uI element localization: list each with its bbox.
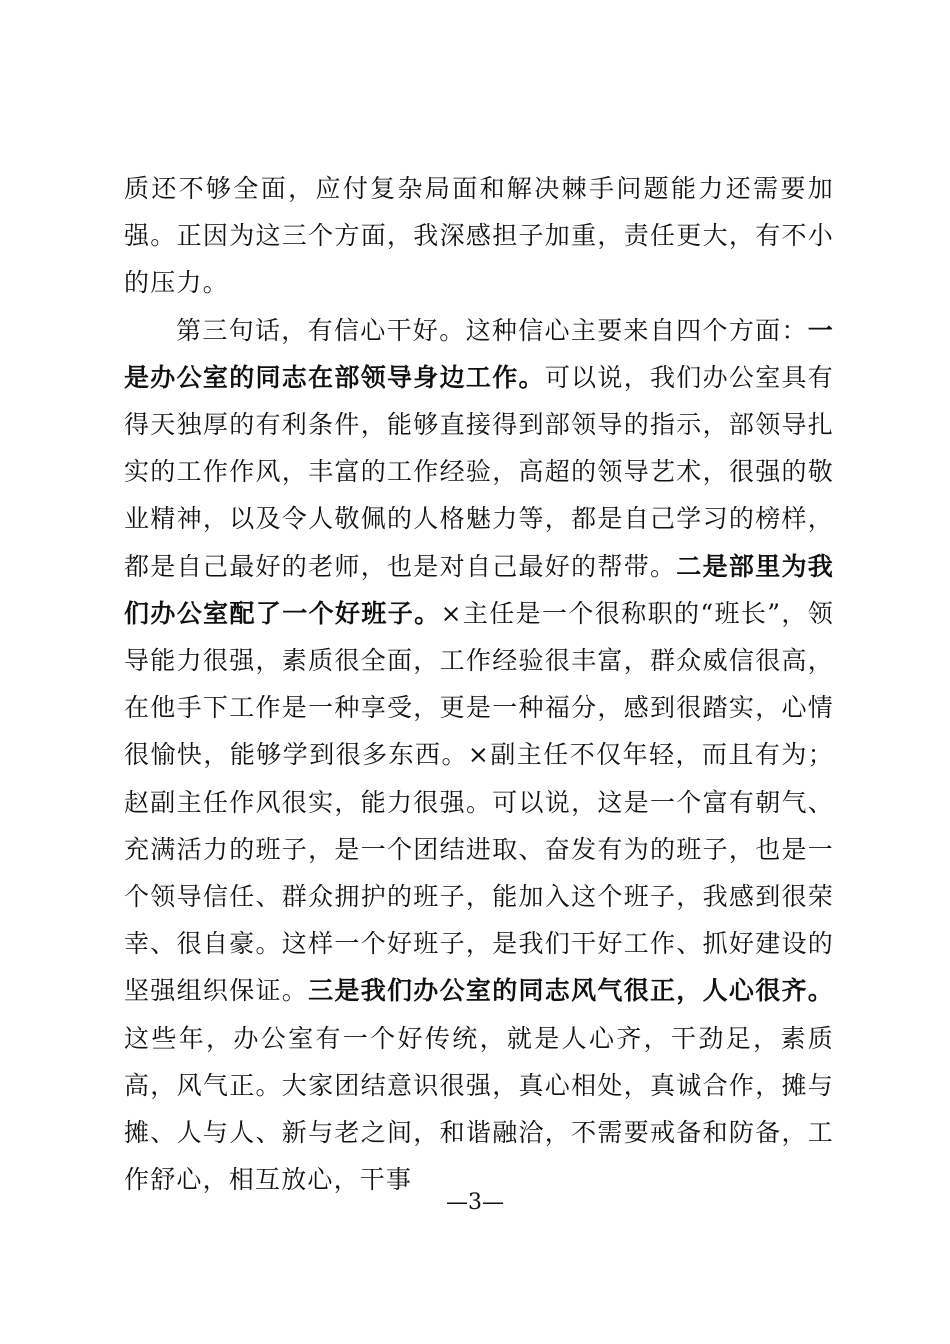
point-2-heading: 二是部里为我们办公室配了一个好班子。	[124, 551, 834, 628]
point-1-body: 可以说，我们办公室具有得天独厚的有利条件，能够直接得到部领导的指示，部领导扎实的工作作风，丰富的工作经验，高超的领导艺术，很强的敬业精神，以及令人敬佩的人格魅力等，都是自己学习的榜样，都是自己最好的老师，也是对自己最好的帮带。	[124, 362, 835, 581]
point-1-heading: 一是办公室的同志在部领导身边工作。	[124, 315, 834, 392]
point-2-body: ×主任是一个很称职的“班长”，领导能力很强，素质很全面，工作经验很丰富，群众威信很高，在他手下工作是一种享受，更是一种福分，感到很踏实，心情很愉快，能够学到很多东西。×副主任不仅年轻，而且有为；赵副主任作风很实，能力很强。可以说，这是一个富有朝气、充满活力的班子，是一个团结进取、奋发有为的班子，也是一个领导信任、群众拥护的班子，能加入这个班子，我感到很荣幸、很自豪。这样一个好班子，是我们干好工作、抓好建设的坚强组织保证。	[124, 598, 834, 1006]
point-3-heading: 三是我们办公室的同志风气很正，人心很齐。	[308, 976, 834, 1006]
paragraph-confidence	[124, 307, 834, 1204]
paragraph-intro: 第三句话，有信心干好。这种信心主要来自四个方面：	[176, 315, 808, 345]
paragraph-continuation	[124, 165, 834, 307]
page-number: —3—	[446, 1190, 504, 1215]
paragraph-text: 质还不够全面，应付复杂局面和解决棘手问题能力还需要加强。正因为这三个方面，我深感担子加重，责任更大，有不小的压力。	[124, 174, 834, 298]
body-text	[124, 165, 834, 1203]
point-3-body: 这些年，办公室有一个好传统，就是人心齐，干劲足，素质高，风气正。大家团结意识很强，真心相处，真诚合作，摊与摊、人与人、新与老之间，和谐融洽，不需要戒备和防备，工作舒心，相互放心，干事	[124, 1023, 834, 1195]
